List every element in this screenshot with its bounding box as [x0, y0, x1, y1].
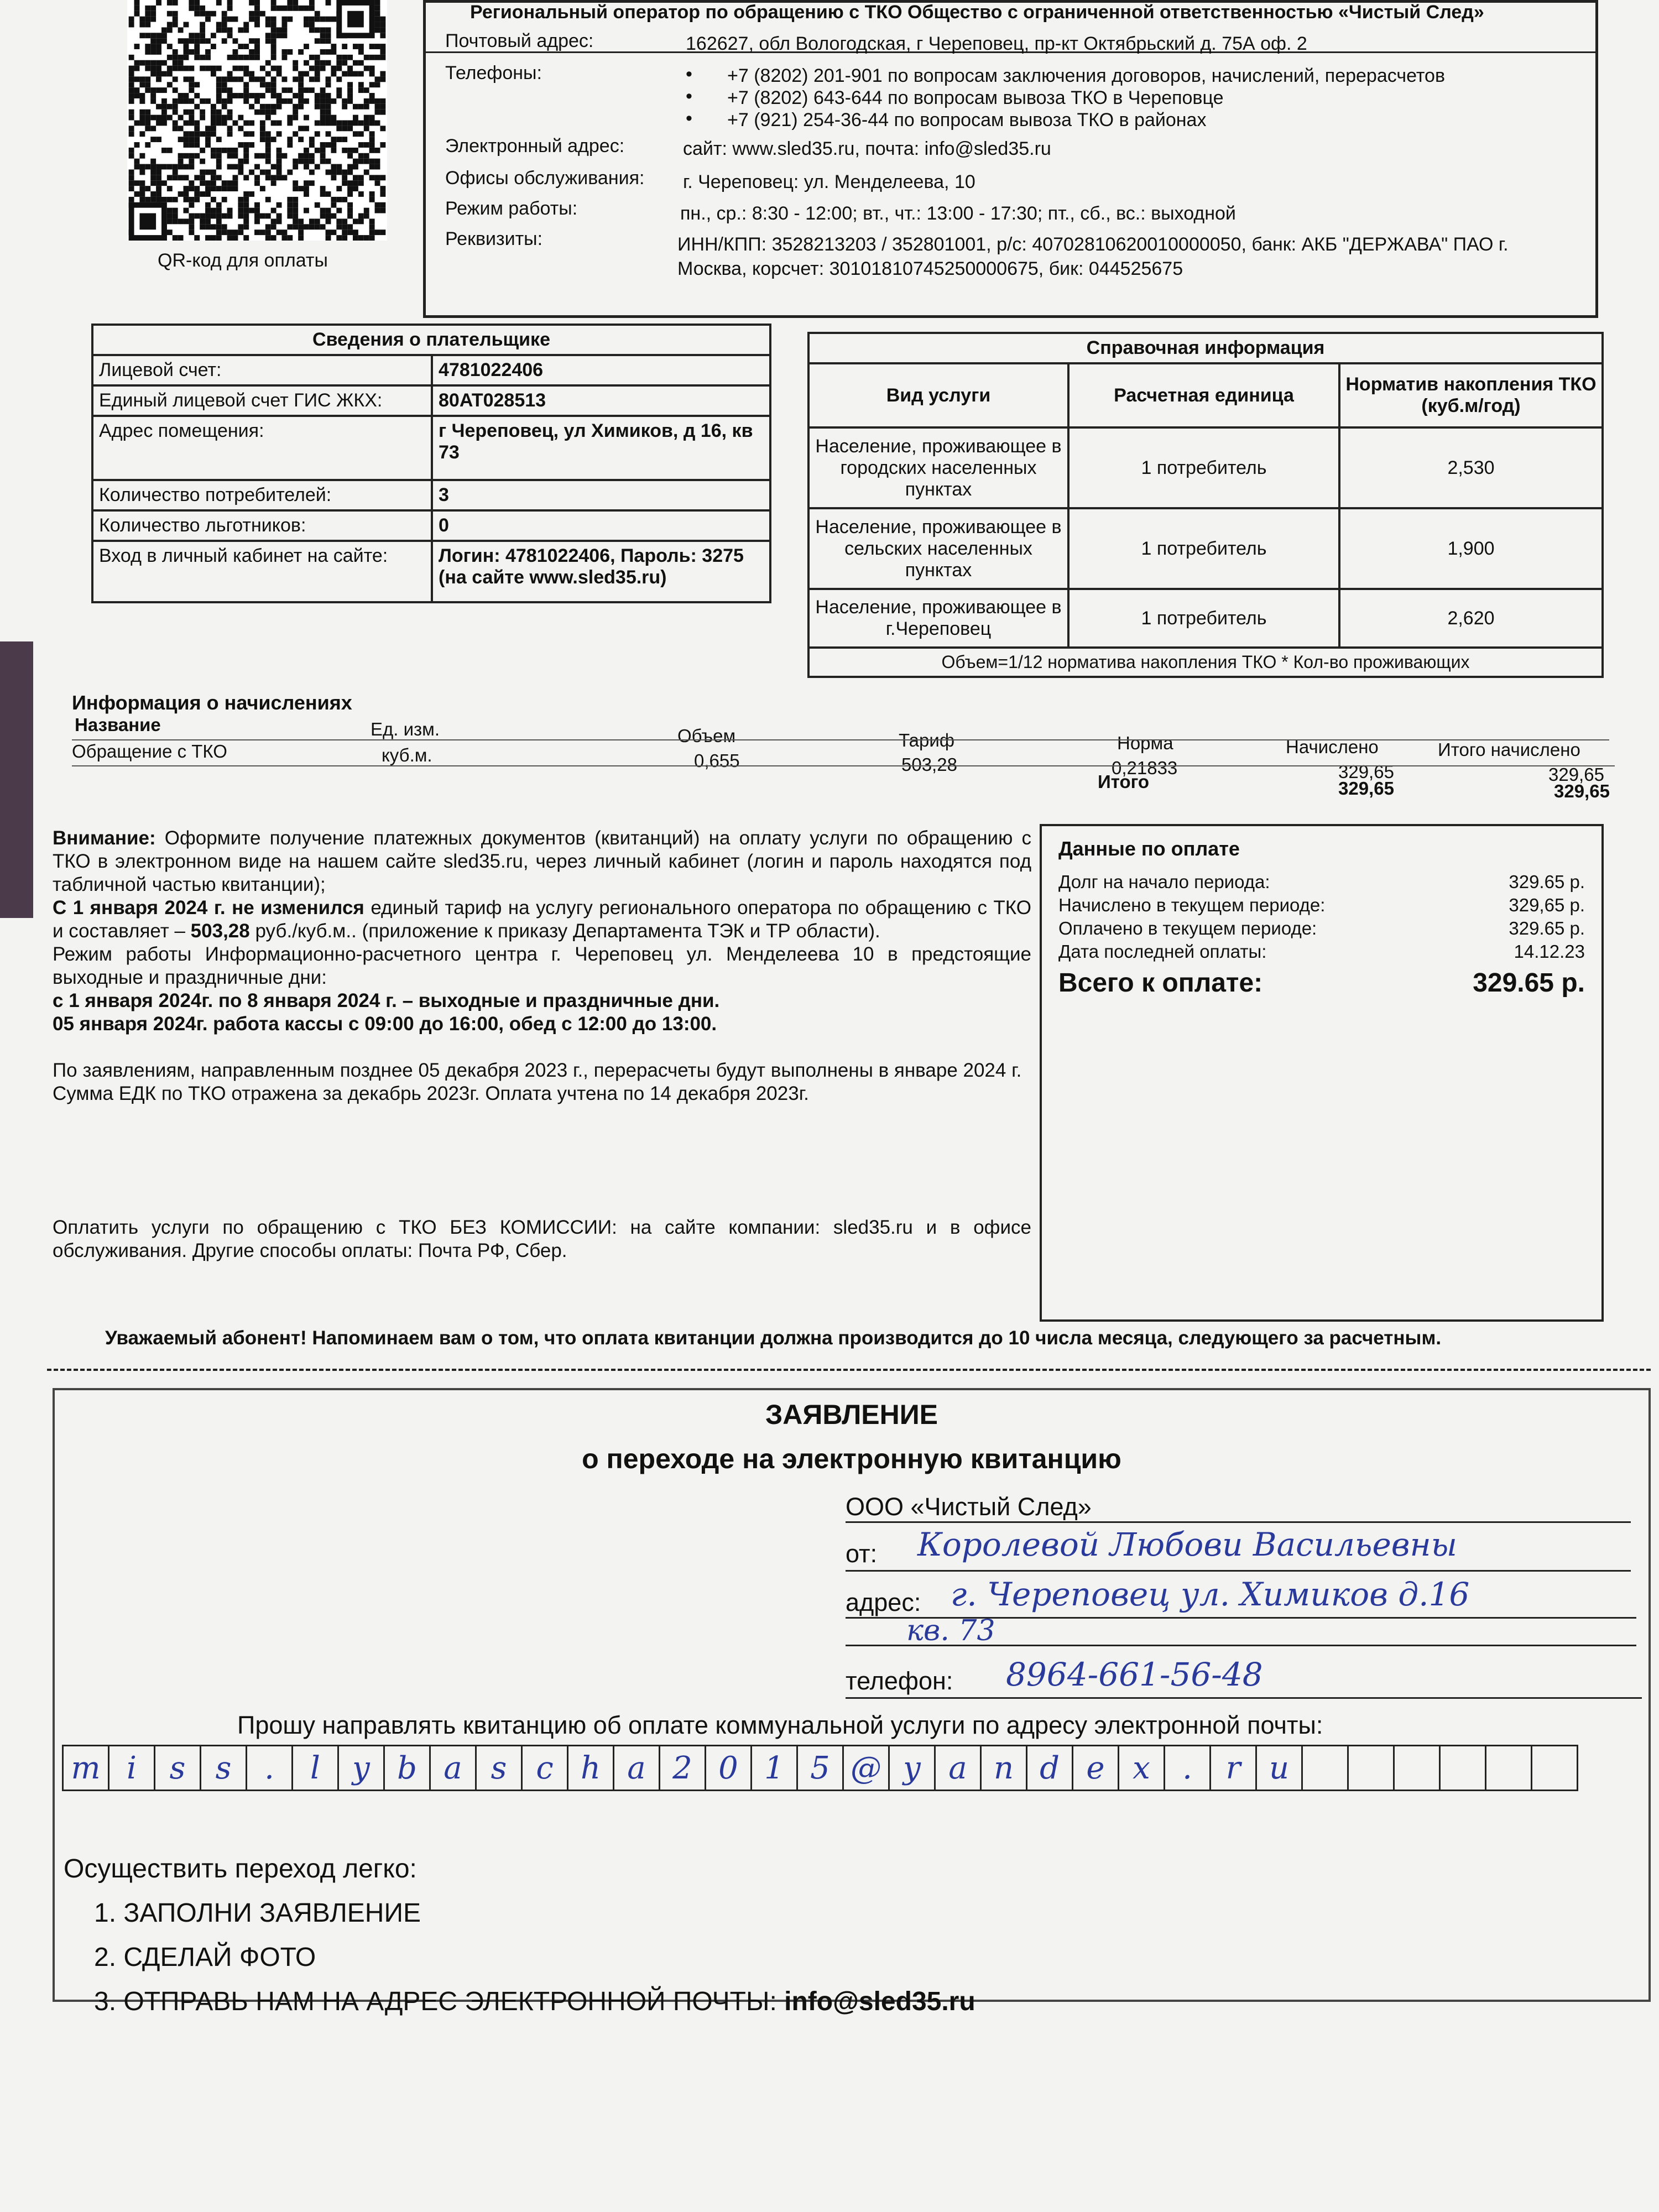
payment-label: Долг на начало периода:	[1058, 872, 1270, 892]
charges-header: Название	[75, 714, 161, 735]
phone-value: 8964-661-56-48	[1006, 1656, 1263, 1693]
charges-header: Начислено	[1286, 737, 1379, 757]
email-char-cell: e	[1072, 1745, 1119, 1791]
email-char-cell: l	[291, 1745, 339, 1791]
notice-paragraph: Сумма ЕДК по ТКО отражена за декабрь 2023г. Оплата учтена по 14 декабря 2023г.	[53, 1083, 809, 1104]
payer-title: Сведения о плательщике	[92, 325, 770, 355]
email-label: Электронный адрес:	[445, 135, 625, 156]
table-row	[92, 510, 770, 541]
email-char-cell: c	[521, 1745, 568, 1791]
offices-label: Офисы обслуживания:	[445, 168, 645, 189]
charges-total-charged: 329,65	[1338, 778, 1394, 799]
notice-paragraph: Оплатить услуги по обращению с ТКО БЕЗ КОМИССИИ: на сайте компании: sled35.ru и в офисе обслуживания. Другие способы оплаты: Почта РФ, Сбер.	[53, 1217, 1031, 1261]
email-char-cell: y	[888, 1745, 936, 1791]
email-char-cell: a	[613, 1745, 660, 1791]
charges-cell: 329,65	[1548, 764, 1604, 785]
phone-1: +7 (8202) 201-901 по вопросам заключения договоров, начислений, перерасчетов	[727, 65, 1446, 86]
charges-total-label: Итого	[1098, 771, 1150, 792]
payment-data-box	[1040, 824, 1604, 1322]
qr-code-icon	[127, 0, 387, 241]
payment-total	[1058, 968, 1585, 998]
email-char-cell: h	[567, 1745, 614, 1791]
reference-cell: Население, проживающее в г.Череповец	[808, 589, 1068, 648]
requisites-line-1: ИНН/КПП: 3528213203 / 352801001, р/с: 40702810620010000050, банк: АКБ "ДЕРЖАВА" ПАО г.	[677, 234, 1509, 255]
step-3-email: info@sled35.ru	[784, 1987, 975, 2016]
charges-header: Тариф	[899, 730, 954, 750]
phone-3: +7 (921) 254-36-44 по вопросам вывоза ТКО в районах	[727, 109, 1207, 131]
step-3-text: 3. ОТПРАВЬ НАМ НА АДРЕС ЭЛЕКТРОННОЙ ПОЧТЫ:	[94, 1987, 777, 2016]
payment-row	[1058, 941, 1585, 962]
reference-cell: Население, проживающее в сельских населенных пунктах	[808, 508, 1068, 589]
charges-cell: 0,21833	[1112, 758, 1178, 778]
charges-cell: Обращение с ТКО	[72, 741, 227, 761]
email-char-cell: .	[246, 1745, 293, 1791]
charges-grid	[72, 714, 1620, 825]
charges-cell: 0,655	[694, 750, 740, 771]
address-value-line-1: г. Череповец ул. Химиков д.16	[951, 1575, 1470, 1613]
email-char-cell: 0	[705, 1745, 752, 1791]
charges-header: Объем	[677, 726, 736, 746]
email-char-cell	[1439, 1745, 1486, 1791]
payer-value: 4781022406	[432, 355, 770, 385]
email-char-cell: a	[934, 1745, 982, 1791]
payment-label: Оплачено в текущем периоде:	[1058, 918, 1317, 938]
reference-cell: 1,900	[1339, 508, 1603, 589]
charges-cell: 503,28	[901, 754, 957, 775]
payer-value: 0	[432, 510, 770, 541]
from-label: от:	[846, 1540, 878, 1568]
table-row	[92, 416, 770, 480]
email-char-cell: s	[154, 1745, 201, 1791]
payment-title: Данные по оплате	[1058, 837, 1240, 860]
email-char-cell	[1485, 1745, 1532, 1791]
phone-bullet-3: •	[686, 108, 692, 129]
company-info-box	[423, 0, 1598, 318]
postal-label: Почтовый адрес:	[445, 30, 594, 51]
reference-header: Расчетная единица	[1068, 363, 1339, 427]
table-row	[92, 480, 770, 510]
address-value-line-2: кв. 73	[906, 1614, 995, 1647]
email-value: сайт: www.sled35.ru, почта: info@sled35.ru	[683, 138, 1051, 159]
email-char-cell: .	[1164, 1745, 1211, 1791]
email-char-cell	[1531, 1745, 1578, 1791]
payment-row	[1058, 895, 1585, 916]
notice-paragraph: Оформите получение платежных документов (квитанций) на оплату услуги по обращению с ТКО в электронном виде на нашем сайте sled35.ru, через личный кабинет (логин и пароль находятся под табличной частью квитанции);	[53, 827, 1031, 895]
payment-label: Начислено в текущем периоде:	[1058, 895, 1326, 915]
notice-cashier-hours: 05 января 2024г. работа кассы с 09:00 до 16:00, обед с 12:00 до 13:00.	[53, 1013, 717, 1035]
step-item: 2. СДЕЛАЙ ФОТО	[94, 1943, 316, 1972]
charges-row-divider	[72, 765, 1615, 766]
charges-total-all: 329,65	[1554, 781, 1610, 801]
payer-value: Логин: 4781022406, Пароль: 3275 (на сайте www.sled35.ru)	[432, 541, 770, 602]
email-char-cell: b	[383, 1745, 431, 1791]
email-char-cell: a	[429, 1745, 477, 1791]
notice-date: С 1 января 2024 г.	[53, 897, 226, 919]
email-char-cell: x	[1118, 1745, 1165, 1791]
company-title: Региональный оператор по обращению с ТКО Общество с ограниченной ответственностью «Чистый След»	[470, 2, 1484, 23]
charges-title: Информация о начислениях	[72, 691, 352, 714]
application-title: ЗАЯВЛЕНИЕ	[765, 1399, 938, 1430]
email-request: Прошу направлять квитанцию об оплате коммунальной услуги по адресу электронной почты:	[237, 1711, 1323, 1739]
table-row	[808, 427, 1603, 508]
reference-cell: 1 потребитель	[1068, 589, 1339, 648]
reference-cell: 1 потребитель	[1068, 508, 1339, 589]
notice-text	[53, 827, 1031, 1262]
hours-value: пн., ср.: 8:30 - 12:00; вт., чт.: 13:00 - 17:30; пт., сб., вс.: выходной	[680, 203, 1236, 224]
table-row	[92, 541, 770, 602]
email-char-cell: 1	[750, 1745, 798, 1791]
notice-holidays: с 1 января 2024г. по 8 января 2024 г. – выходные и праздничные дни.	[53, 990, 720, 1011]
email-char-cell: 2	[659, 1745, 706, 1791]
from-value: Королевой Любови Васильевны	[917, 1526, 1457, 1563]
table-row	[808, 589, 1603, 648]
recipient: ООО «Чистый След»	[846, 1493, 1092, 1521]
payer-value: 3	[432, 480, 770, 510]
payment-label: Дата последней оплаты:	[1058, 941, 1267, 962]
phone-bullet-1: •	[686, 64, 692, 85]
payer-value: 80AT028513	[432, 385, 770, 416]
email-char-cell: s	[200, 1745, 247, 1791]
payment-value: 329.65 р.	[1509, 872, 1585, 892]
payment-reminder: Уважаемый абонент! Напоминаем вам о том, что оплата квитанции должна производится до 10 числа месяца, следующего за расчетным.	[105, 1327, 1442, 1349]
steps-intro: Осуществить переход легко:	[64, 1854, 417, 1884]
reference-footer: Объем=1/12 норматива накопления ТКО * Кол-во проживающих	[808, 648, 1603, 677]
address-underline-2	[846, 1645, 1636, 1646]
address-label: адрес:	[846, 1588, 921, 1616]
payer-label: Адрес помещения:	[92, 416, 432, 480]
step-item	[94, 1980, 975, 2024]
phone-underline	[846, 1697, 1642, 1699]
notice-attention: Внимание:	[53, 827, 156, 849]
phones-label: Телефоны:	[445, 62, 542, 84]
payer-info-table	[91, 324, 771, 603]
payer-label: Единый лицевой счет ГИС ЖКХ:	[92, 385, 432, 416]
charges-header-divider	[72, 739, 1609, 740]
email-char-cell	[1347, 1745, 1395, 1791]
notice-not-changed: не изменился	[232, 897, 364, 919]
charges-section	[72, 691, 1620, 825]
email-char-cell: m	[62, 1745, 109, 1791]
reference-cell: Население, проживающее в городских населенных пунктах	[808, 427, 1068, 508]
payment-value: 329,65 р.	[1509, 895, 1585, 915]
email-char-cell: d	[1026, 1745, 1073, 1791]
phone-label: телефон:	[846, 1667, 953, 1695]
charges-header: Итого начислено	[1438, 739, 1580, 760]
charges-cell: 329,65	[1338, 761, 1394, 782]
reference-cell: 1 потребитель	[1068, 427, 1339, 508]
email-char-cell: @	[842, 1745, 890, 1791]
email-char-cell: s	[475, 1745, 523, 1791]
email-char-cell: y	[337, 1745, 385, 1791]
email-char-cell: n	[980, 1745, 1027, 1791]
reference-header: Норматив накопления ТКО (куб.м/год)	[1339, 363, 1603, 427]
payer-label: Количество потребителей:	[92, 480, 432, 510]
postal-value: 162627, обл Вологодская, г Череповец, пр-кт Октябрьский д. 75А оф. 2	[686, 33, 1307, 54]
offices-value: г. Череповец: ул. Менделеева, 10	[683, 171, 975, 192]
payment-row	[1058, 872, 1585, 893]
qr-code	[127, 0, 387, 241]
notice-tariff-unit: руб./куб.м.. (приложение к приказу Департамента ТЭК и ТР области).	[255, 920, 880, 942]
payment-value: 14.12.23	[1514, 941, 1585, 962]
reference-cell: 2,530	[1339, 427, 1603, 508]
qr-caption: QR-код для оплаты	[158, 250, 328, 271]
table-row	[808, 508, 1603, 589]
transition-steps	[64, 1847, 975, 2024]
phone-2: +7 (8202) 643-644 по вопросам вывоза ТКО в Череповце	[727, 87, 1224, 108]
email-char-cell	[1393, 1745, 1441, 1791]
charges-cell: куб.м.	[382, 745, 432, 765]
payment-total-value: 329.65 р.	[1473, 968, 1585, 998]
table-row	[92, 355, 770, 385]
payer-value: г Череповец, ул Химиков, д 16, кв 73	[432, 416, 770, 480]
payment-row	[1058, 918, 1585, 939]
reference-title: Справочная информация	[808, 333, 1603, 363]
charges-header: Ед. изм.	[371, 719, 440, 739]
from-underline	[846, 1570, 1631, 1572]
cut-line	[47, 1369, 1651, 1371]
recipient-underline	[846, 1521, 1631, 1523]
payer-label: Лицевой счет:	[92, 355, 432, 385]
charges-header: Норма	[1117, 733, 1173, 753]
reference-header: Вид услуги	[808, 363, 1068, 427]
application-subtitle: о переходе на электронную квитанцию	[582, 1443, 1121, 1474]
email-char-cell	[1301, 1745, 1349, 1791]
reference-info-table	[807, 332, 1604, 678]
email-char-cell: r	[1209, 1745, 1257, 1791]
notice-tariff-text: единый тариф на услугу регионального оператора по обращению с ТКО и составляет –	[53, 897, 1031, 942]
notice-tariff-value: 503,28	[190, 920, 250, 942]
email-char-cell: 5	[796, 1745, 844, 1791]
table-row	[92, 385, 770, 416]
requisites-label: Реквизиты:	[445, 228, 543, 249]
email-char-cell: u	[1255, 1745, 1303, 1791]
step-item: 1. ЗАПОЛНИ ЗАЯВЛЕНИЕ	[94, 1898, 421, 1928]
payer-label: Количество льготников:	[92, 510, 432, 541]
payment-total-label: Всего к оплате:	[1058, 968, 1263, 998]
payment-value: 329.65 р.	[1509, 918, 1585, 938]
requisites-line-2: Москва, корсчет: 30101810745250000675, бик: 044525675	[677, 258, 1183, 279]
payer-label: Вход в личный кабинет на сайте:	[92, 541, 432, 602]
hours-label: Режим работы:	[445, 198, 578, 219]
phone-bullet-2: •	[686, 86, 692, 107]
email-letter-cells	[64, 1745, 1578, 1793]
background-fabric	[0, 641, 33, 918]
reference-cell: 2,620	[1339, 589, 1603, 648]
notice-paragraph: По заявлениям, направленным позднее 05 декабря 2023 г., перерасчеты будут выполнены в январе 2024 г.	[53, 1060, 1022, 1081]
notice-paragraph: Режим работы Информационно-расчетного центра г. Череповец ул. Менделеева 10 в предстоящие выходные и праздничные дни:	[53, 943, 1031, 988]
email-char-cell: i	[108, 1745, 155, 1791]
